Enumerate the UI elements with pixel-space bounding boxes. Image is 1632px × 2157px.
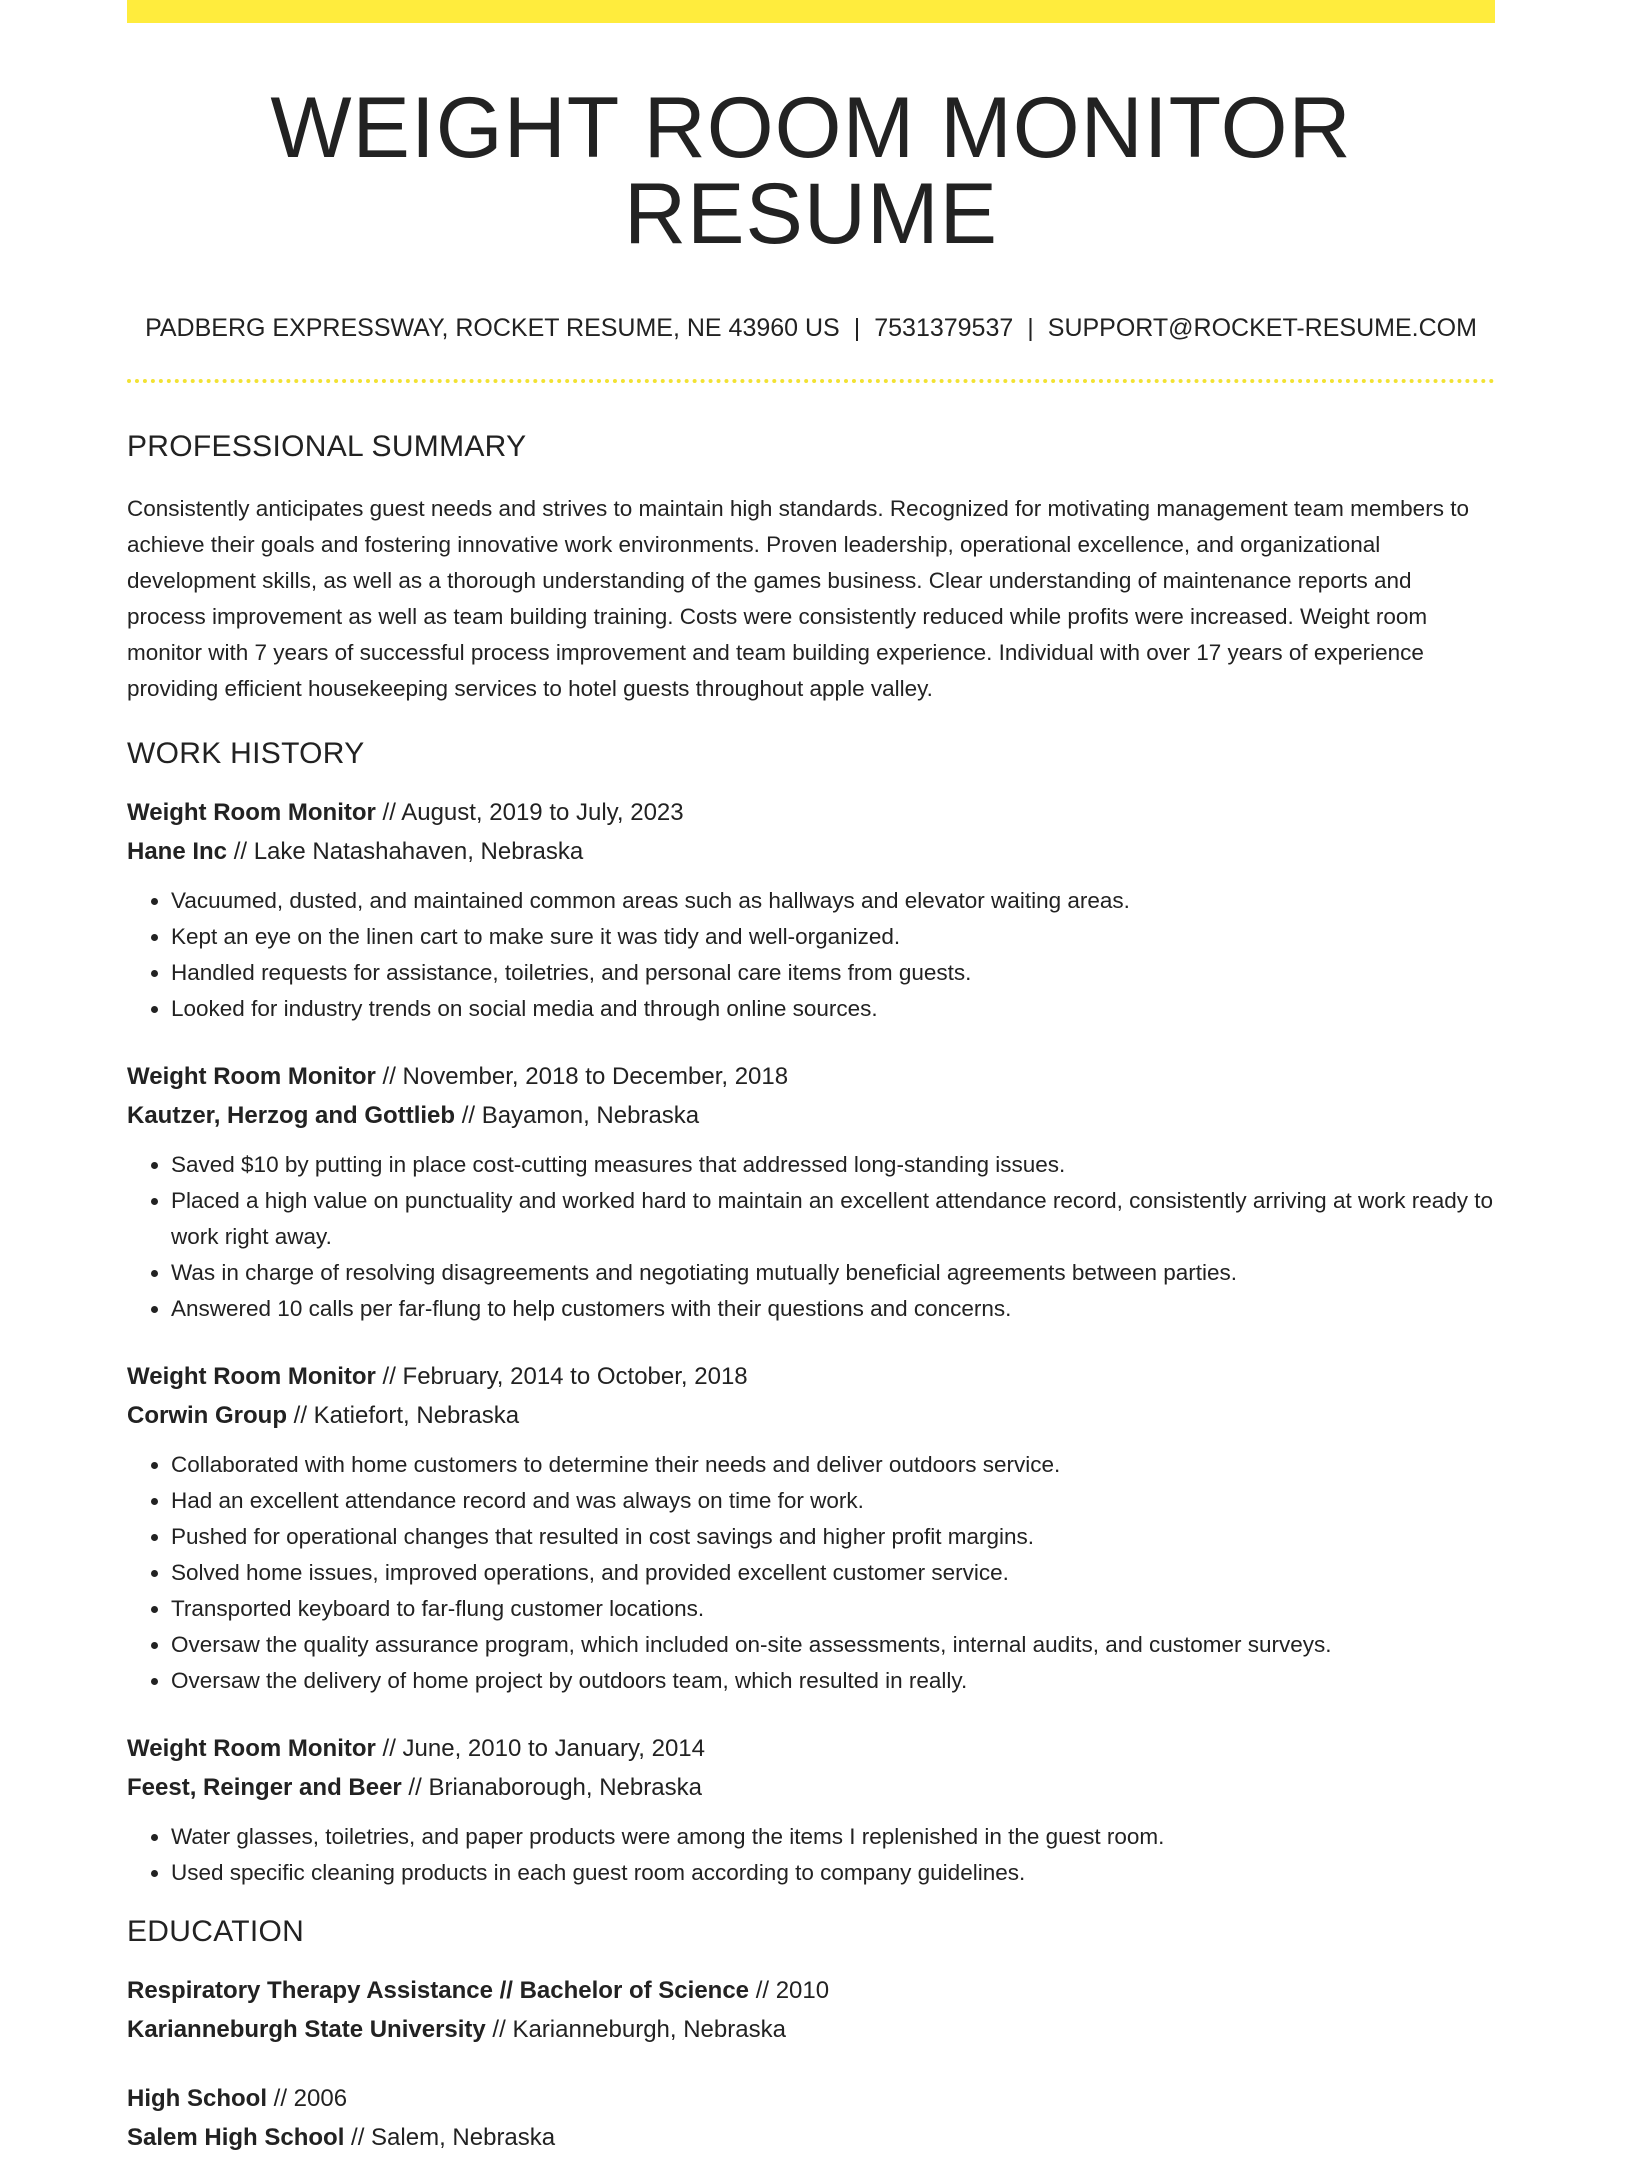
job-company: Feest, Reinger and Beer — [127, 1774, 402, 1801]
contact-separator: | — [853, 314, 861, 342]
job-bullet: • Water glasses, toiletries, and paper products were among the items I replenished in the guest room. — [171, 1819, 1495, 1855]
job-title: Weight Room Monitor — [127, 799, 376, 826]
job-bullet: • Had an excellent attendance record and was always on time for work. — [171, 1483, 1495, 1519]
job-bullet: • Oversaw the delivery of home project by outdoors team, which resulted in really. — [171, 1663, 1495, 1699]
job-company: Hane Inc — [127, 838, 228, 865]
education-school-line — [127, 2010, 1495, 2049]
education-degree: Respiratory Therapy Assistance // Bachelor of Science — [127, 1977, 750, 2004]
job-company-line — [127, 1396, 1495, 1435]
job-bullet: • Pushed for operational changes that resulted in cost savings and higher profit margins. — [171, 1519, 1495, 1555]
job-dates: // August, 2019 to July, 2023 — [375, 799, 684, 826]
dotted-divider — [127, 379, 1495, 383]
job-entry — [127, 1057, 1495, 1327]
education-degree-line — [127, 2079, 1495, 2118]
job-dates: // February, 2014 to October, 2018 — [375, 1363, 748, 1390]
job-title: Weight Room Monitor — [127, 1735, 376, 1762]
job-title: Weight Room Monitor — [127, 1063, 376, 1090]
resume-page — [127, 0, 1495, 2157]
resume-title: WEIGHT ROOM MONITOR RESUME — [270, 80, 1352, 262]
job-bullet: • Oversaw the quality assurance program, which included on-site assessments, internal audits, and customer surveys. — [171, 1627, 1495, 1663]
education-year: // 2010 — [749, 1977, 830, 2004]
education-school-line — [127, 2118, 1495, 2157]
job-title-line — [127, 793, 1495, 832]
job-company: Kautzer, Herzog and Gottlieb — [127, 1102, 456, 1129]
summary-text: Consistently anticipates guest needs and strives to maintain high standards. Recognized for motivating management team members to achieve their goals and fostering innovative work environments. Proven leadership, operational excellence, and organizational development skills, as well as a thorough understanding of the games business. Clear understanding of maintenance reports and process improvement as well as team building training. Costs were consistently reduced while profits were increased. Weight room monitor with 7 years of successful process improvement and team building experience. Individual with over 17 years of experience providing efficient housekeeping services to hotel guests throughout apple valley. — [127, 496, 1469, 701]
job-title: Weight Room Monitor — [127, 1363, 376, 1390]
education-year: // 2006 — [267, 2085, 348, 2112]
contact-address: PADBERG EXPRESSWAY, ROCKET RESUME, NE 43960 US — [145, 314, 840, 342]
work-history-heading: WORK HISTORY — [127, 737, 365, 770]
job-bullet: • Transported keyboard to far-flung customer locations. — [171, 1591, 1495, 1627]
job-entry — [127, 1729, 1495, 1891]
summary-heading: PROFESSIONAL SUMMARY — [127, 430, 527, 463]
contact-separator: | — [1027, 314, 1034, 342]
job-bullet: • Placed a high value on punctuality and worked hard to maintain an excellent attendance record, consistently arriving at work ready to work right away. — [171, 1183, 1495, 1255]
education-entry — [127, 2079, 1495, 2157]
education-location: // Karianneburgh, Nebraska — [485, 2016, 786, 2043]
education-location: // Salem, Nebraska — [344, 2124, 556, 2151]
job-title-line — [127, 1729, 1495, 1768]
job-bullet: • Kept an eye on the linen cart to make sure it was tidy and well-organized. — [171, 919, 1495, 955]
job-bullet: • Was in charge of resolving disagreements and negotiating mutually beneficial agreements between parties. — [171, 1255, 1495, 1291]
job-bullets — [127, 883, 1495, 1027]
job-bullets — [127, 1147, 1495, 1327]
job-location: // Bayamon, Nebraska — [455, 1102, 700, 1129]
accent-bar — [127, 0, 1495, 23]
work-history-list — [127, 793, 1495, 1891]
education-degree-line — [127, 1971, 1495, 2010]
contact-phone: 7531379537 — [874, 314, 1014, 342]
job-dates: // June, 2010 to January, 2014 — [375, 1735, 705, 1762]
job-company: Corwin Group — [127, 1402, 287, 1429]
education-entry — [127, 1971, 1495, 2049]
education-degree: High School — [127, 2085, 267, 2112]
job-bullet: • Vacuumed, dusted, and maintained common areas such as hallways and elevator waiting areas. — [171, 883, 1495, 919]
job-bullet: • Collaborated with home customers to determine their needs and deliver outdoors service. — [171, 1447, 1495, 1483]
job-company-line — [127, 1768, 1495, 1807]
education-list — [127, 1971, 1495, 2157]
job-bullet: • Answered 10 calls per far-flung to help customers with their questions and concerns. — [171, 1291, 1495, 1327]
job-title-line — [127, 1057, 1495, 1096]
education-school: Karianneburgh State University — [127, 2016, 486, 2043]
job-bullet: • Used specific cleaning products in each guest room according to company guidelines. — [171, 1855, 1495, 1891]
education-school: Salem High School — [127, 2124, 345, 2151]
contact-line — [127, 314, 1495, 343]
education-heading: EDUCATION — [127, 1915, 305, 1948]
job-entry — [127, 1357, 1495, 1699]
job-bullet: • Solved home issues, improved operations, and provided excellent customer service. — [171, 1555, 1495, 1591]
job-company-line — [127, 832, 1495, 871]
job-location: // Lake Natashahaven, Nebraska — [227, 838, 584, 865]
job-bullet: • Looked for industry trends on social media and through online sources. — [171, 991, 1495, 1027]
job-location: // Katiefort, Nebraska — [286, 1402, 520, 1429]
job-location: // Brianaborough, Nebraska — [401, 1774, 702, 1801]
job-dates: // November, 2018 to December, 2018 — [375, 1063, 789, 1090]
contact-email[interactable]: SUPPORT@ROCKET-RESUME.COM — [1047, 314, 1477, 342]
job-company-line — [127, 1096, 1495, 1135]
job-entry — [127, 793, 1495, 1027]
job-title-line — [127, 1357, 1495, 1396]
job-bullet: • Saved $10 by putting in place cost-cutting measures that addressed long-standing issues. — [171, 1147, 1495, 1183]
job-bullets — [127, 1819, 1495, 1891]
job-bullet: • Handled requests for assistance, toiletries, and personal care items from guests. — [171, 955, 1495, 991]
job-bullets — [127, 1447, 1495, 1699]
